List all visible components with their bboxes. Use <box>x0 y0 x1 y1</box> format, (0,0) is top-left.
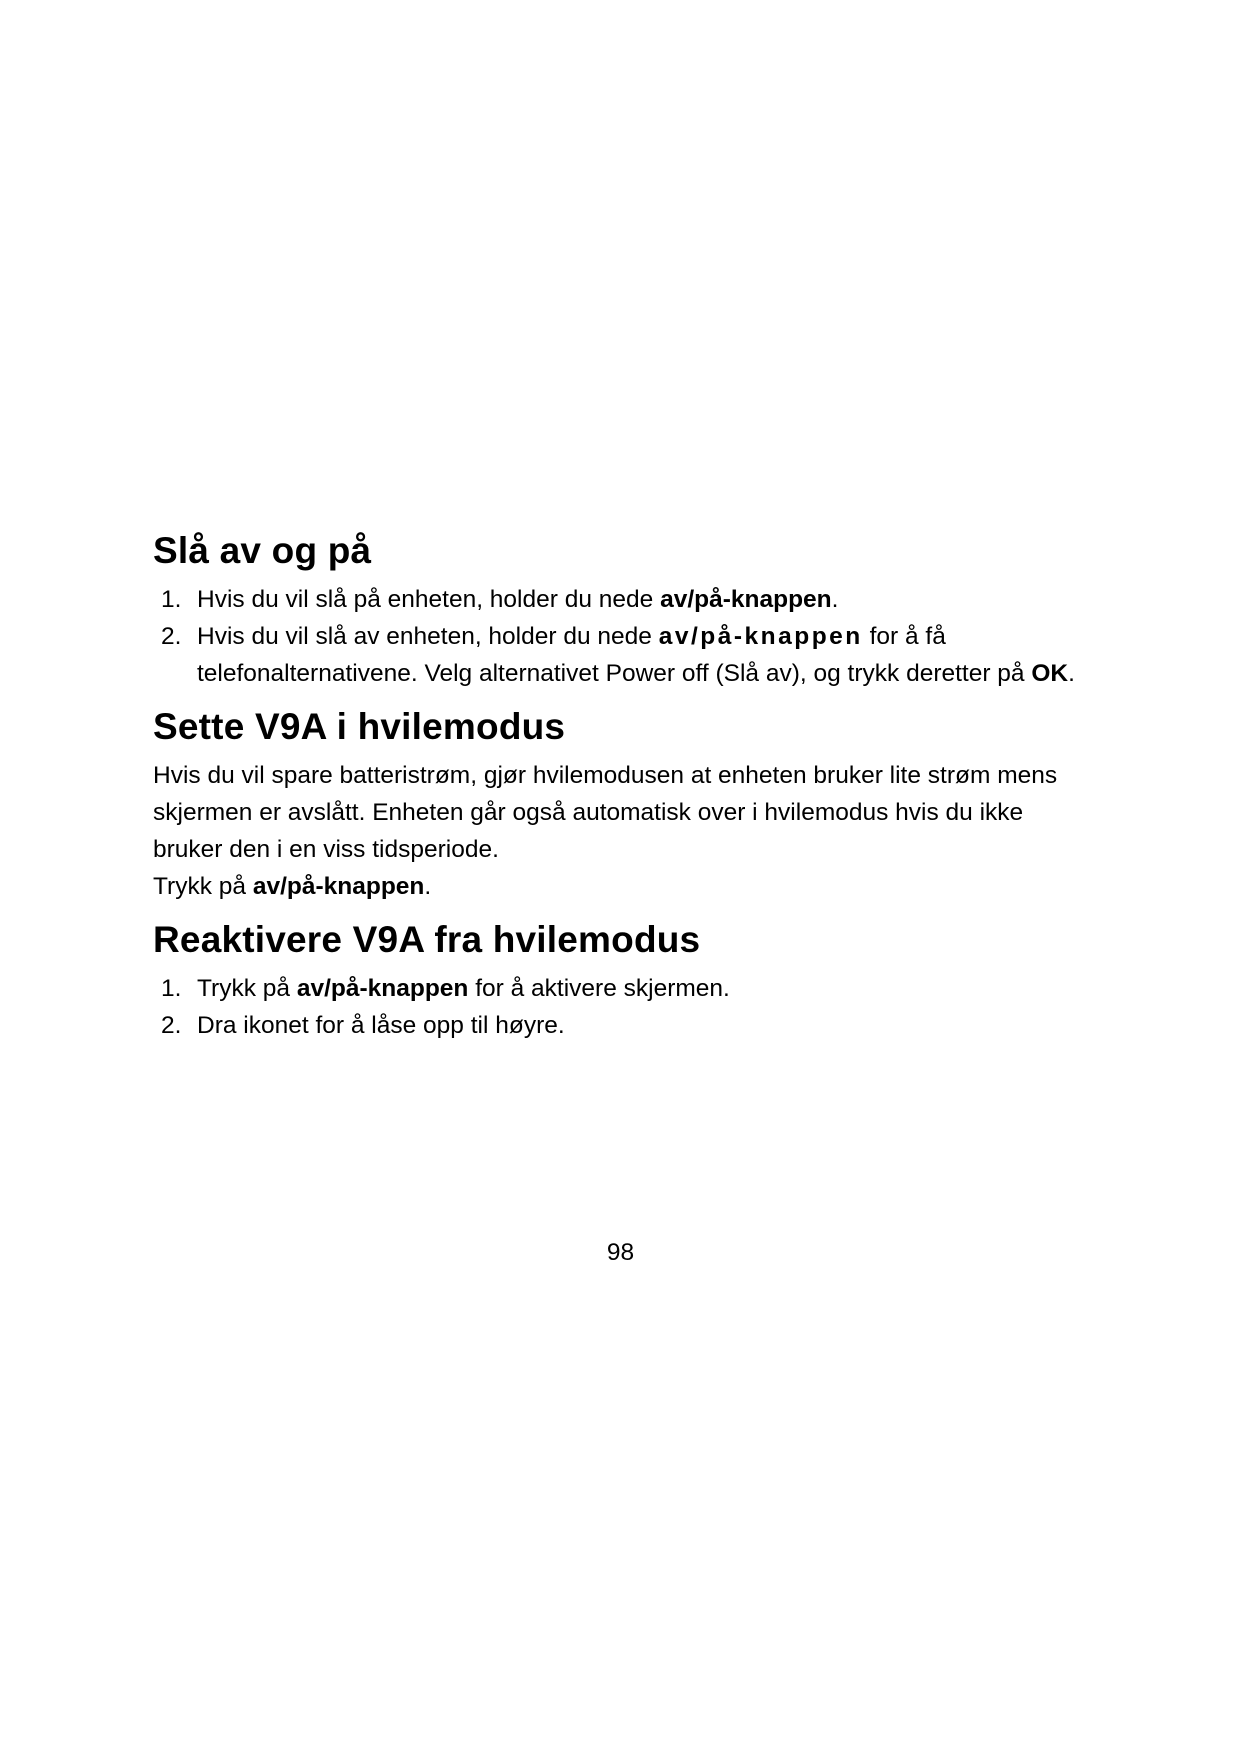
instruction-text-end: . <box>424 873 432 900</box>
power-button-term: av/på-knappen <box>296 975 469 1002</box>
sleep-mode-instruction <box>153 868 1083 905</box>
power-steps-list <box>153 581 1083 692</box>
heading-power-on-off: Slå av og på <box>153 530 372 571</box>
item-text-mid: for å få telefonalternativene. Velg alternativet Power off (Slå av), og trykk deretter på <box>197 623 1032 687</box>
item-text: Hvis du vil slå av enheten, holder du nede <box>197 623 659 650</box>
list-item <box>153 618 1083 692</box>
page-content <box>153 528 1083 1044</box>
list-item <box>153 970 1083 1007</box>
power-button-term: av/på-knappen <box>252 873 425 900</box>
power-button-term: av/på-knappen <box>658 623 863 650</box>
list-number: 2. <box>161 623 182 650</box>
instruction-text: Trykk på <box>153 873 253 900</box>
page-number: 98 <box>606 1239 635 1266</box>
item-text-end: . <box>1068 660 1075 687</box>
item-text-end: . <box>831 586 839 613</box>
wake-steps-list <box>153 970 1083 1044</box>
item-text: Dra ikonet for å låse opp til høyre. <box>197 1012 565 1039</box>
list-number: 1. <box>161 975 182 1002</box>
list-item <box>153 581 1083 618</box>
ok-term: OK <box>1031 660 1069 687</box>
list-number: 1. <box>161 586 182 613</box>
heading-sleep-mode: Sette V9A i hvilemodus <box>153 706 566 747</box>
item-text-end: for å aktivere skjermen. <box>468 975 730 1002</box>
sleep-mode-paragraph: Hvis du vil spare batteristrøm, gjør hvilemodusen at enheten bruker lite strøm mens skjermen er avslått. Enheten går også automatisk over i hvilemodus hvis du ikke bruker den i en viss tidsperiode. <box>153 762 1058 863</box>
heading-wake-up: Reaktivere V9A fra hvilemodus <box>153 919 701 960</box>
item-text: Trykk på <box>197 975 297 1002</box>
item-text: Hvis du vil slå på enheten, holder du nede <box>197 586 661 613</box>
list-number: 2. <box>161 1012 182 1039</box>
list-item <box>153 1007 1083 1044</box>
power-button-term: av/på-knappen <box>660 586 832 613</box>
